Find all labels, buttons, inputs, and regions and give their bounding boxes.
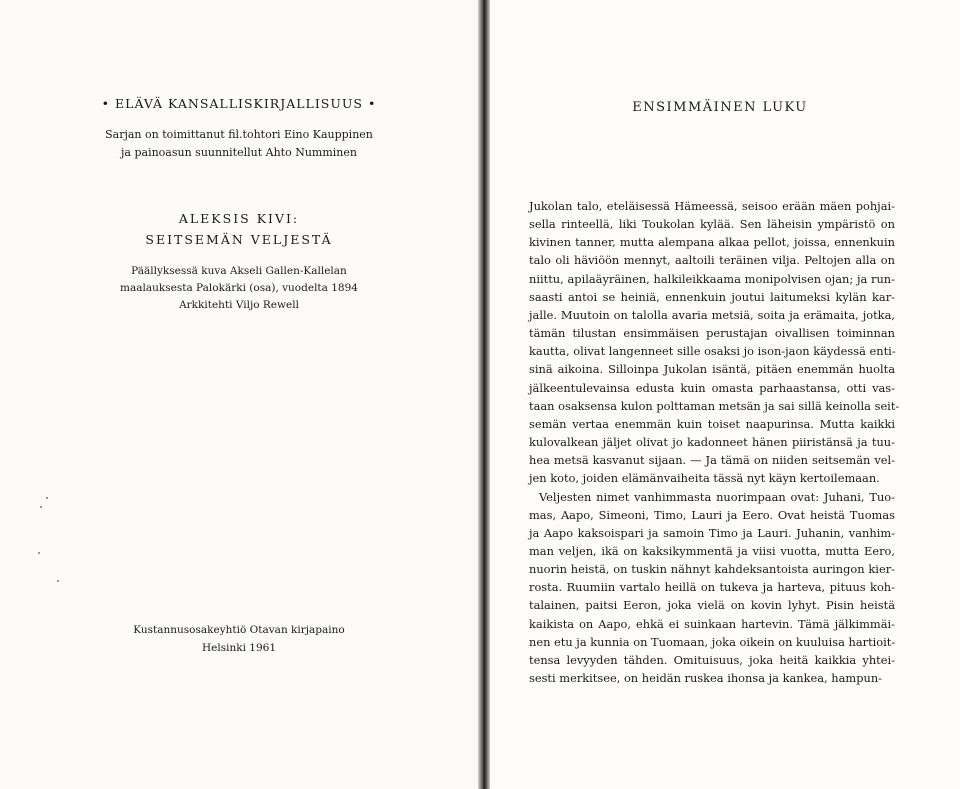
- paper-speck: [57, 580, 59, 582]
- book-gutter: [478, 0, 490, 789]
- text-line: semän vertaa enemmän kuin toiset naapurinsa. Mutta kaikki: [529, 416, 895, 431]
- publisher-imprint: [0, 621, 478, 657]
- text-line: talo oli häviöön mennyt, aaltoili teräinen vilja. Peltojen alla on: [529, 253, 895, 268]
- book-title: SEITSEMÄN VELJESTÄ: [145, 232, 333, 247]
- text-line: Veljesten nimet vanhimmasta nuorimpaan ovat: Juhani, Tuo-: [539, 489, 895, 504]
- text-line: talainen, paitsi Eeron, joka vielä on kovin lyhyt. Pisin heistä: [529, 598, 895, 613]
- chapter-title: ENSIMMÄINEN LUKU: [632, 100, 808, 115]
- credits-line: maalauksesta Palokärki (osa), vuodelta 1894: [120, 282, 358, 294]
- text-line: kulovalkean jäljet olivat jo kadonneet hänen piiristänsä ja tuu-: [529, 435, 895, 450]
- text-line: mas, Aapo, Simeoni, Timo, Lauri ja Eero. Ovat heistä Tuomas: [529, 507, 895, 522]
- paper-speck: [46, 497, 48, 499]
- text-line: nuorin heistä, on tuskin nähnyt kahdeksantoista auringon kier-: [529, 562, 895, 577]
- editors-note: [0, 126, 478, 162]
- author-name: ALEKSIS KIVI:: [178, 211, 300, 226]
- text-line: kautta, olivat langenneet sille osaksi jo ison-jaon käydessä enti-: [529, 344, 896, 359]
- text-line: jen koto, joiden elämänvaiheita tässä nyt käyn kertoilemaan.: [529, 471, 880, 486]
- text-line: tensa levyyden tähden. Omituisuus, joka heitä kaikkia yhtei-: [529, 652, 895, 667]
- text-line: kivinen tanner, mutta alempana alkaa pellot, joissa, ennenkuin: [529, 235, 895, 250]
- text-line: taan osaksensa kulon polttaman metsän ja sai sillä keinolla seit-: [529, 398, 900, 413]
- credits-line: Arkkitehti Viljo Rewell: [179, 299, 299, 311]
- text-line: sesti merkitsee, on heidän ruskea ihonsa ja kankea, hampun-: [529, 671, 883, 686]
- cover-credits: [0, 263, 478, 314]
- text-line: nen etu ja kunnia on Tuomaan, joka oikein on kuuluisa hartioit-: [529, 634, 896, 649]
- editors-line: ja painoasun suunnitellut Ahto Numminen: [121, 146, 357, 159]
- text-line: sinä aikoina. Silloinpa Jukolan isäntä, pitäen enemmän huolta: [529, 362, 895, 377]
- publisher-line: Helsinki 1961: [201, 642, 277, 654]
- text-line: rosta. Ruumiin vartalo heillä on tukeva ja harteva, pituus koh-: [529, 580, 895, 595]
- text-line: jälkeentulevainsa edusta kuin omasta parhaastansa, otti vas-: [529, 380, 895, 395]
- text-line: saasti antoi se heiniä, ennenkuin joutui laitumeksi kylän kar-: [529, 289, 895, 304]
- series-title: • ELÄVÄ KANSALLISKIRJALLISUUS •: [101, 96, 377, 111]
- paper-speck: [38, 552, 40, 554]
- text-line: Jukolan talo, eteläisessä Hämeessä, seisoo erään mäen pohjai-: [529, 199, 895, 213]
- publisher-line: Kustannusosakeyhtiö Otavan kirjapaino: [133, 624, 345, 636]
- text-line: man veljen, ikä on kaksikymmentä ja viisi vuotta, mutta Eero,: [529, 543, 895, 558]
- text-line: tämän tilustan ensimmäisen perustajan oivallisen toiminnan: [529, 326, 895, 341]
- left-page: [0, 0, 478, 789]
- editors-line: Sarjan on toimittanut fil.tohtori Eino Kauppinen: [105, 128, 373, 141]
- text-line: kaikista on Aapo, ehkä ei suinkaan hartevin. Tämä jälkimmäi-: [529, 616, 895, 631]
- text-line: jalle. Muutoin on talolla avaria metsiä, soita ja erämaita, jotka,: [529, 307, 895, 322]
- text-line: sella rinteellä, liki Toukolan kylää. Sen läheisin ympäristö on: [529, 217, 895, 232]
- credits-line: Päällyksessä kuva Akseli Gallen-Kallelan: [131, 265, 347, 277]
- text-line: hea metsä kasvanut sijaan. — Ja tämä on niiden seitsemän vel-: [529, 453, 895, 468]
- paper-speck: [40, 506, 42, 508]
- text-line: ja Aapo kaksoispari ja samoin Timo ja Lauri. Juhanin, vanhim-: [529, 525, 895, 540]
- text-line: niittu, apilaäyräinen, halkileikkaama monipolvisen ojan; ja run-: [529, 271, 895, 286]
- chapter-body: [529, 197, 900, 687]
